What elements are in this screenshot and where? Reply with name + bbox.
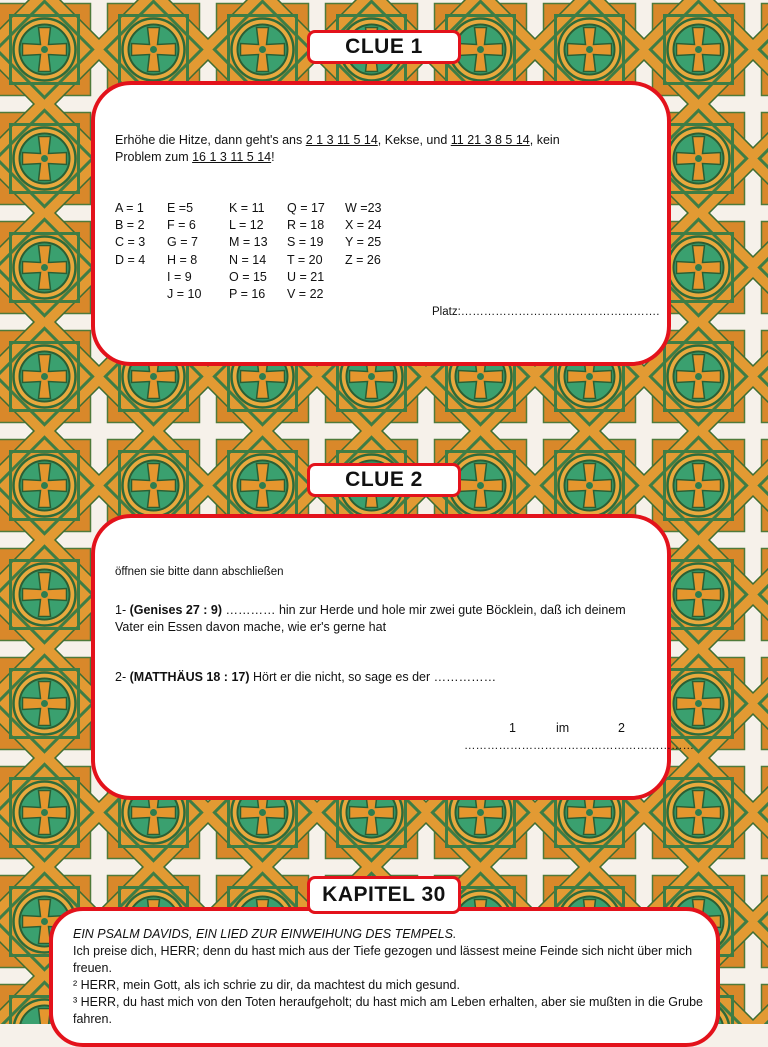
answer-line[interactable]: ……………………………………………………	[464, 740, 694, 752]
alphabet-col-2: E =5 F = 6 G = 7 H = 8 I = 9 J = 10	[167, 201, 202, 302]
verse-2: ² HERR, mein Gott, als ich schrie zu dir, da machtest du mich gesund.	[73, 978, 460, 992]
q2-reference: (MATTHÄUS 18 : 17)	[129, 670, 250, 684]
kapitel-text	[73, 926, 703, 1028]
alphabet-col-3: K = 11 L = 12 M = 13 N = 14 O = 15 P = 16	[229, 201, 268, 302]
answer-slot-2: 2	[618, 721, 625, 735]
riddle-text: , kein	[529, 133, 560, 147]
kapitel-label: KAPITEL 30	[307, 876, 461, 914]
verse-1: Ich preise dich, HERR; denn du hast mich aus der Tiefe gezogen und lässest meine Feinde sich nicht über mich freuen.	[73, 944, 693, 975]
question-2: 2- (MATTHÄUS 18 : 17) Hört er die nicht, so sage es der ……………	[115, 670, 497, 684]
code-a: 2 1 3 11 5 14	[305, 133, 378, 147]
clue2-intro: öffnen sie bitte dann abschließen	[115, 566, 284, 578]
place-field[interactable]: Platz:…………………………………………….	[432, 306, 660, 318]
riddle-text: Erhöhe die Hitze, dann geht's ans	[115, 133, 306, 147]
alphabet-col-1: A = 1 B = 2 C = 3 D = 4	[115, 201, 146, 267]
clue1-card	[91, 81, 671, 366]
alphabet-col-4: Q = 17 R = 18 S = 19 T = 20 U = 21 V = 22	[287, 201, 325, 302]
riddle-text: !	[271, 150, 275, 164]
kapitel-card	[49, 907, 720, 1047]
riddle-text: Problem zum	[115, 150, 193, 164]
clue2-label: CLUE 2	[307, 463, 461, 497]
answer-connector: im	[556, 721, 570, 735]
clue1-label: CLUE 1	[307, 30, 461, 64]
alphabet-col-5: W =23 X = 24 Y = 25 Z = 26	[345, 201, 382, 267]
code-b: 11 21 3 8 5 14	[450, 133, 530, 147]
question-1: 1- (Genises 27 : 9) ………… hin zur Herde und hole mir zwei gute Böcklein, daß ich deinem Vater ein Essen davon mache, wie er's gerne hat	[115, 603, 626, 634]
q1-reference: (Genises 27 : 9)	[129, 603, 222, 617]
clue2-card	[91, 514, 694, 800]
verse-3: ³ HERR, du hast mich von den Toten heraufgeholt; du hast mich am Leben erhalten, aber sie mußten in die Grube fahren.	[73, 995, 703, 1026]
code-c: 16 1 3 11 5 14	[192, 150, 272, 164]
riddle-text: , Kekse, und	[377, 133, 451, 147]
clue1-riddle	[115, 132, 645, 166]
answer-slot-1: 1	[509, 721, 516, 735]
psalm-heading: EIN PSALM DAVIDS, EIN LIED ZUR EINWEIHUNG DES TEMPELS.	[73, 927, 457, 941]
